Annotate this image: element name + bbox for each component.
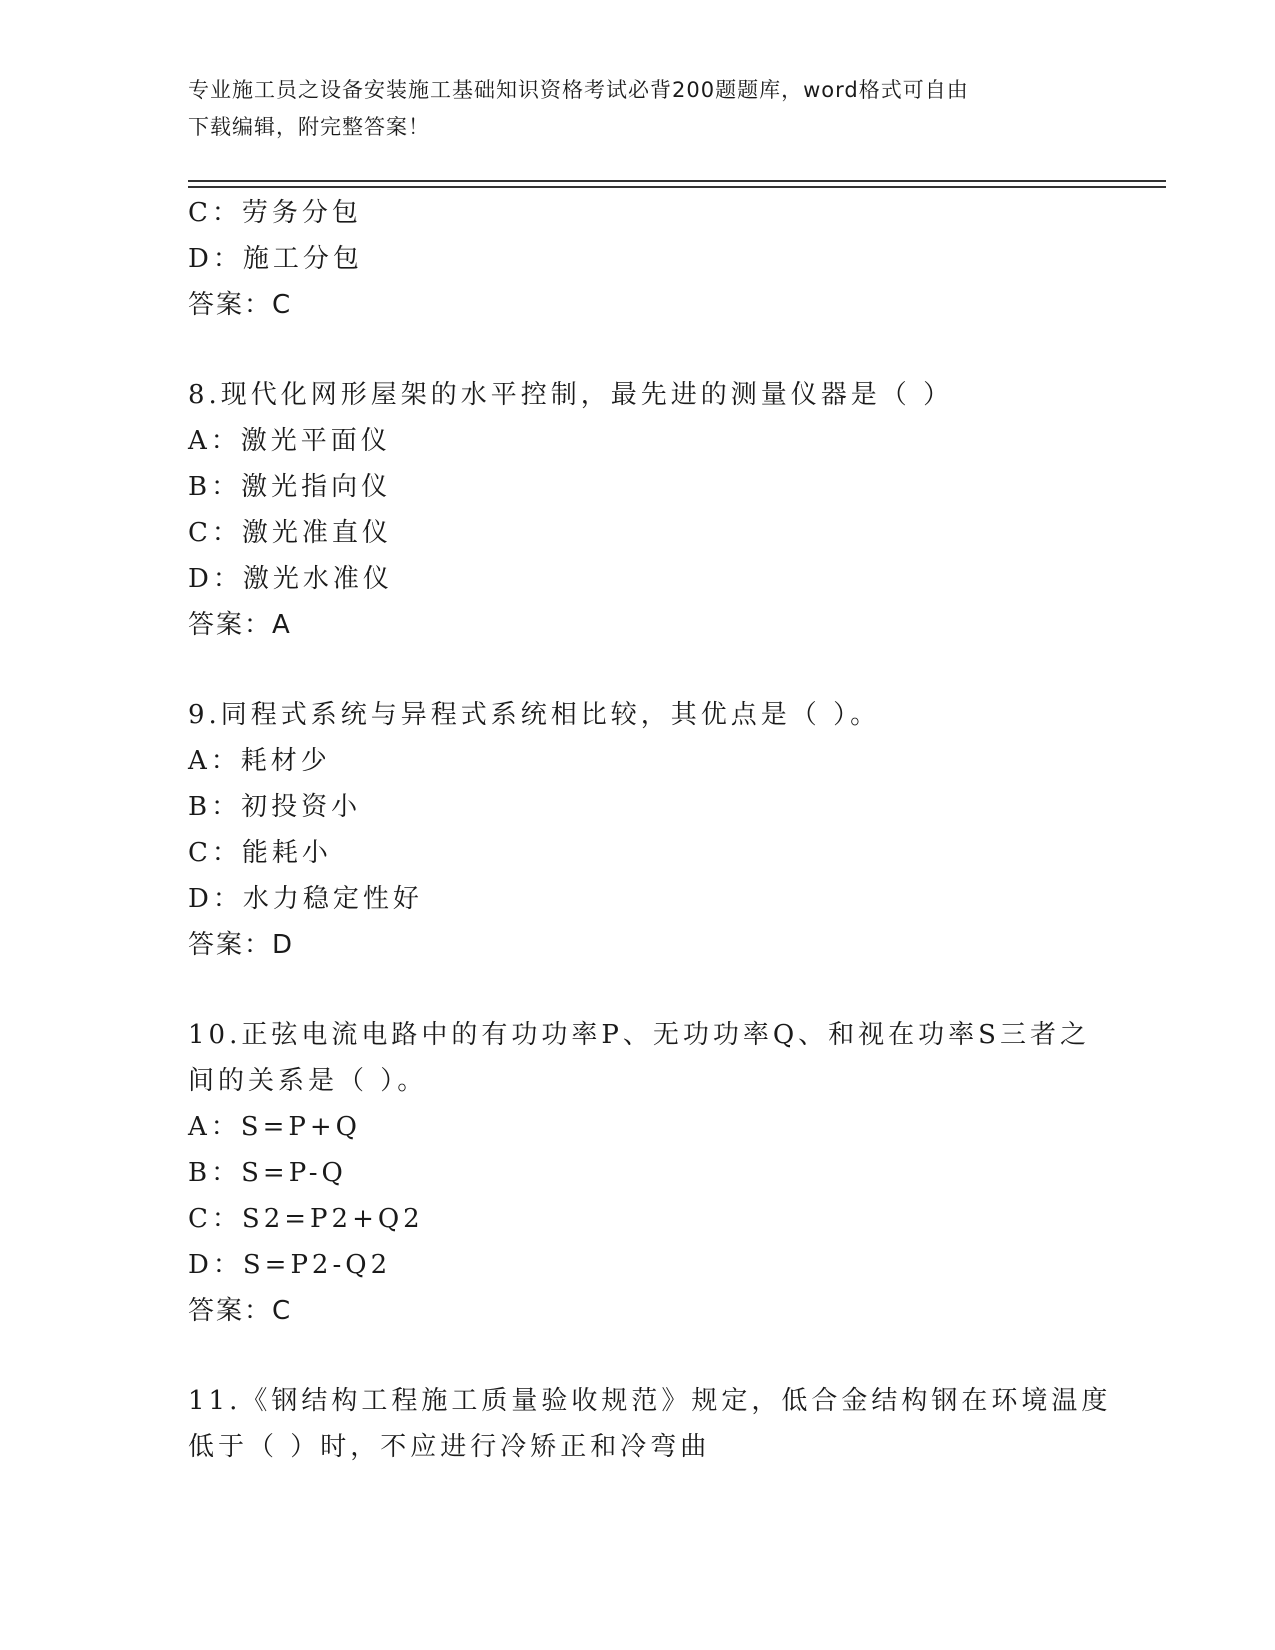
option-c: C：S2=P2+Q2 [188,1204,424,1234]
option-d: D：S=P2-Q2 [188,1250,392,1280]
option-d: D：施工分包 [188,244,363,274]
question-10 [188,1012,1088,1334]
answer: 答案：C [188,290,293,320]
document-header [188,72,1088,146]
option-d: D：水力稳定性好 [188,884,423,914]
question-text: 9.同程式系统与异程式系统相比较，其优点是（ ）。 [188,700,881,730]
option-a: A：S=P+Q [188,1112,361,1142]
option-b: B：初投资小 [188,792,362,822]
question-9 [188,692,1088,968]
question-8 [188,372,1088,648]
header-line-2: 下载编辑，附完整答案！ [188,115,430,139]
option-d: D：激光水准仪 [188,564,393,594]
header-divider-top [188,180,1166,182]
question-11 [188,1378,1112,1470]
option-a: A：耗材少 [188,746,331,776]
answer: 答案：A [188,610,292,640]
document-body [188,190,1112,1470]
option-c: C：能耗小 [188,838,332,868]
question-text-line-2: 低于（ ）时，不应进行冷矫正和冷弯曲 [188,1432,711,1462]
option-b: B：S=P-Q [188,1158,347,1188]
question-text-line-1: 11.《钢结构工程施工质量验收规范》规定，低合金结构钢在环境温度 [188,1386,1112,1416]
option-a: A：激光平面仪 [188,426,391,456]
option-c: C：激光准直仪 [188,518,392,548]
question-text: 8.现代化网形屋架的水平控制，最先进的测量仪器是（ ） [188,380,954,410]
header-line-1: 专业施工员之设备安装施工基础知识资格考试必背200题题库，word格式可自由 [188,78,969,102]
option-c: C：劳务分包 [188,198,362,228]
answer: 答案：C [188,1296,293,1326]
question-text-line-2: 间的关系是（ ）。 [188,1066,428,1096]
answer: 答案：D [188,930,295,960]
question-7-tail [188,190,1088,328]
question-text-line-1: 10.正弦电流电路中的有功功率P、无功功率Q、和视在功率S三者之 [188,1020,1090,1050]
option-b: B：激光指向仪 [188,472,392,502]
header-divider-bottom [188,186,1166,188]
